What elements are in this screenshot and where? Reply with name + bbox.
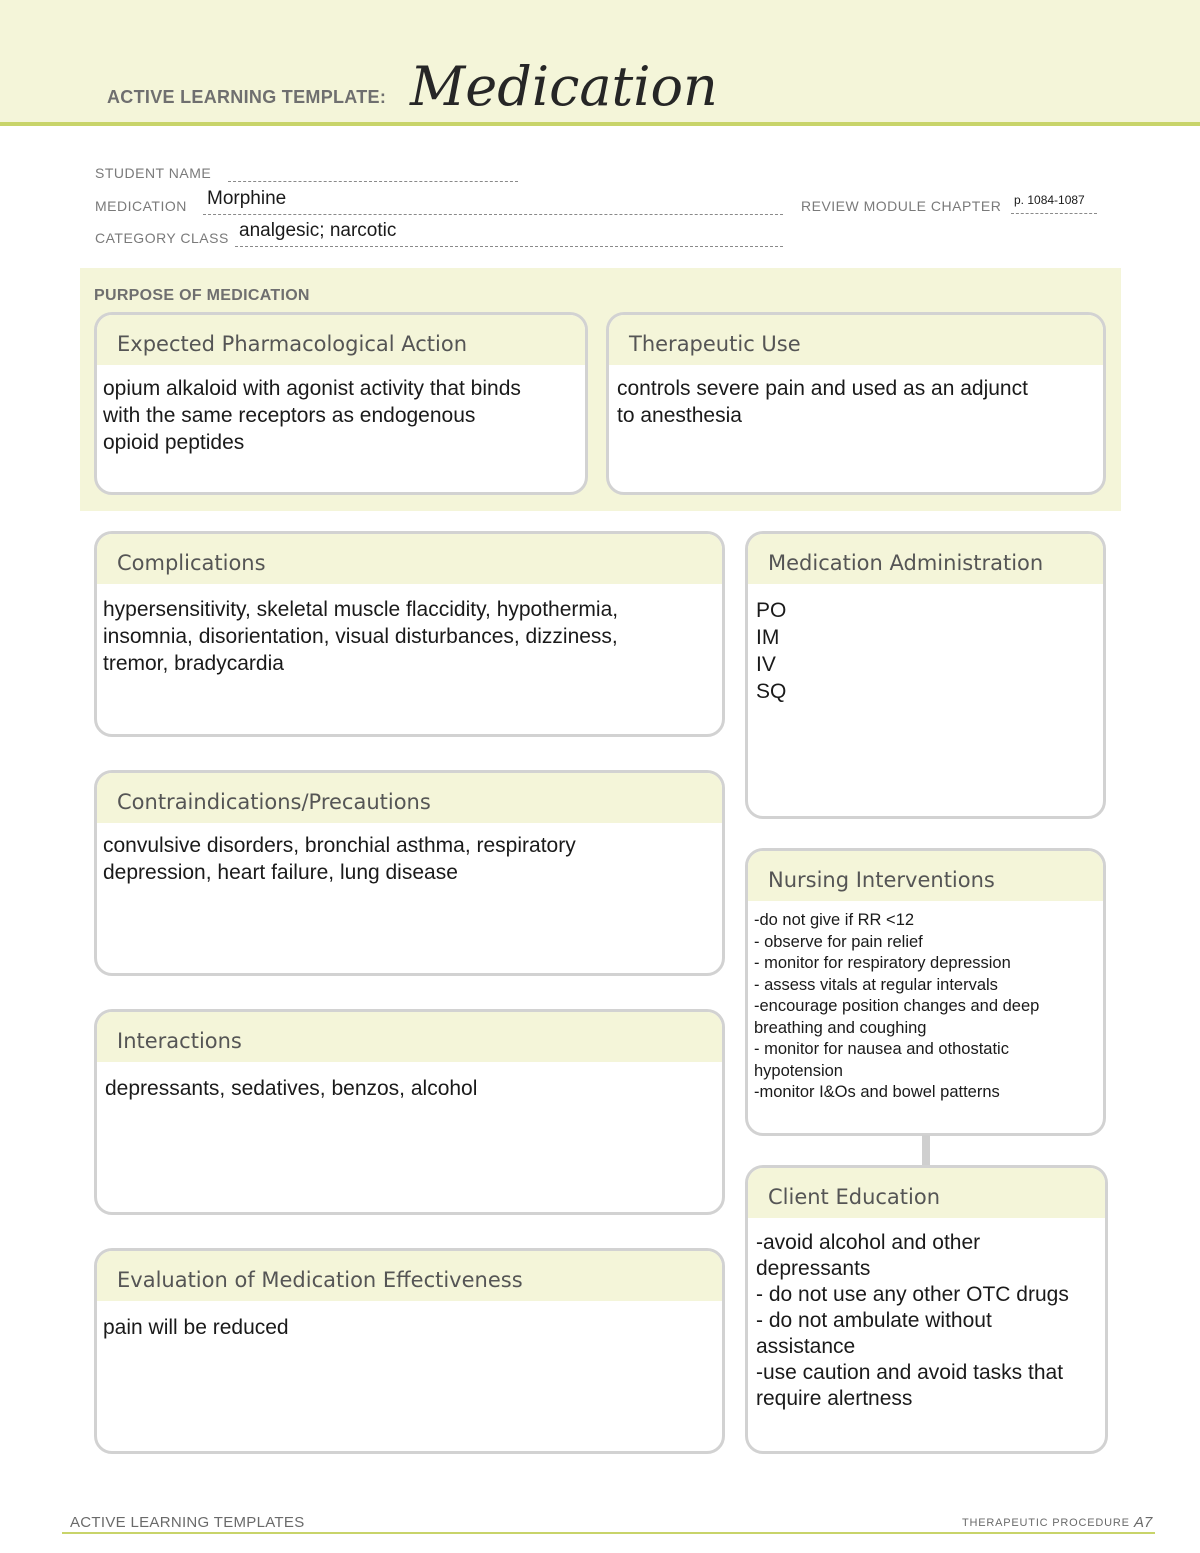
evaluation-heading: Evaluation of Medication Effectiveness <box>97 1251 722 1301</box>
contraindications-heading: Contraindications/Precautions <box>97 773 722 823</box>
footer-right-label: THERAPEUTIC PROCEDURE <box>962 1517 1130 1529</box>
review-module-label: REVIEW MODULE CHAPTER <box>801 198 1002 214</box>
evaluation-card <box>94 1248 725 1454</box>
template-label: ACTIVE LEARNING TEMPLATE: <box>107 87 387 107</box>
page-number: A7 <box>1134 1514 1153 1531</box>
evaluation-text[interactable]: pain will be reduced <box>103 1316 289 1339</box>
nursing-interventions-text[interactable]: -do not give if RR <12 - observe for pain relief - monitor for respiratory depression - assess vitals at regular intervals -encourage position changes and deep breathing and coughing - monitor for nausea and othostatic hypotension -monitor I&Os and bowel patterns <box>754 911 1040 1101</box>
client-education-card <box>745 1165 1108 1454</box>
category-class-value: analgesic; narcotic <box>239 220 397 241</box>
expected-action-text[interactable]: opium alkaloid with agonist activity that binds with the same receptors as endogenous opioid peptides <box>103 377 521 454</box>
nursing-interventions-heading: Nursing Interventions <box>748 851 1103 901</box>
therapeutic-use-heading: Therapeutic Use <box>609 315 1103 365</box>
client-education-heading: Client Education <box>748 1168 1105 1218</box>
interactions-text[interactable]: depressants, sedatives, benzos, alcohol <box>105 1077 478 1100</box>
page-title: Medication <box>410 55 718 118</box>
nursing-interventions-card <box>745 848 1106 1136</box>
card-connector <box>922 1135 930 1167</box>
category-class-label: CATEGORY CLASS <box>95 230 229 246</box>
interactions-card <box>94 1009 725 1215</box>
complications-card <box>94 531 725 737</box>
purpose-title: PURPOSE OF MEDICATION <box>94 287 310 304</box>
administration-heading: Medication Administration <box>748 534 1103 584</box>
footer-left-label: ACTIVE LEARNING TEMPLATES <box>70 1514 305 1531</box>
complications-text[interactable]: hypersensitivity, skeletal muscle flaccidity, hypothermia, insomnia, disorientation, visual disturbances, dizziness, tremor, bradycardia <box>103 598 619 675</box>
therapeutic-use-text[interactable]: controls severe pain and used as an adjunct to anesthesia <box>617 377 1028 427</box>
category-class-field[interactable] <box>235 246 783 247</box>
medication-value: Morphine <box>207 188 287 209</box>
therapeutic-use-card <box>606 312 1106 495</box>
administration-text[interactable]: PO IM IV SQ <box>756 599 787 703</box>
expected-action-heading: Expected Pharmacological Action <box>97 315 585 365</box>
footer-rule <box>62 1532 1155 1534</box>
student-name-field[interactable] <box>228 181 518 182</box>
review-module-field[interactable] <box>1011 213 1097 214</box>
student-name-label: STUDENT NAME <box>95 165 212 181</box>
contraindications-card <box>94 770 725 976</box>
medication-label: MEDICATION <box>95 198 187 214</box>
header-rule <box>0 122 1200 126</box>
review-module-value: p. 1084-1087 <box>1014 193 1085 207</box>
administration-card <box>745 531 1106 819</box>
complications-heading: Complications <box>97 534 722 584</box>
expected-action-card <box>94 312 588 495</box>
contraindications-text[interactable]: convulsive disorders, bronchial asthma, respiratory depression, heart failure, lung disease <box>103 834 576 884</box>
client-education-text[interactable]: -avoid alcohol and other depressants - do not use any other OTC drugs - do not ambulate without assistance -use caution and avoid tasks that require alertness <box>756 1231 1069 1410</box>
interactions-heading: Interactions <box>97 1012 722 1062</box>
medication-field[interactable] <box>203 214 783 215</box>
